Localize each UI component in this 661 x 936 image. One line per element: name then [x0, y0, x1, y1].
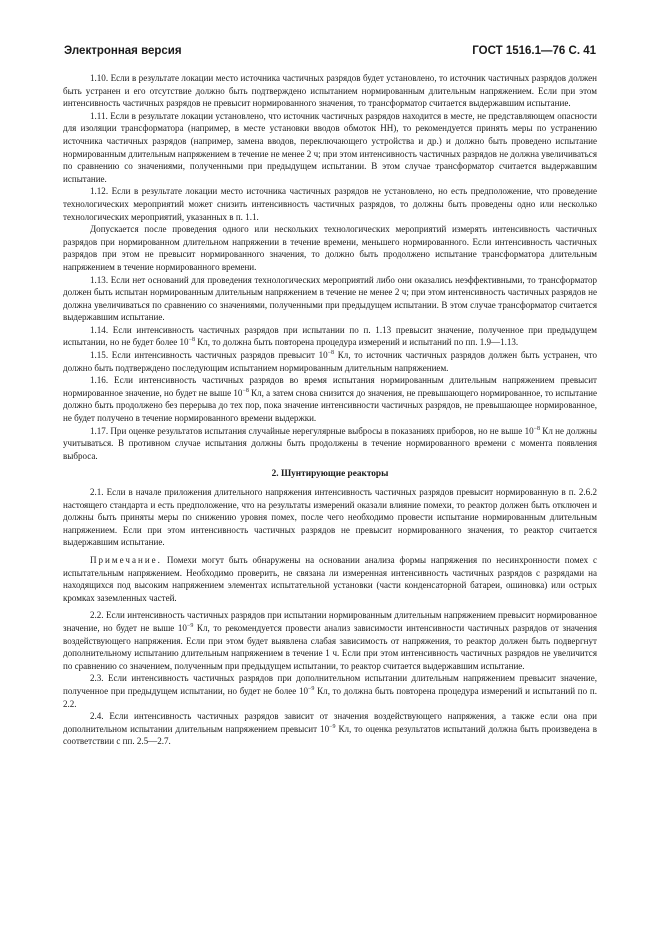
paragraph-1-17-text-a: 1.17. При оценке результатов испытания случайные нерегулярные выбросы в показаниях приборов, но не выше 10 [90, 425, 534, 436]
exponent: −8 [533, 425, 541, 432]
exponent: −8 [242, 387, 249, 394]
exponent: −8 [327, 350, 335, 357]
paragraph-2-3 [63, 672, 597, 710]
paragraph-1-14 [63, 324, 597, 349]
paragraph-1-15 [63, 349, 597, 374]
note-text: Помехи могут быть обнаружены на основании анализа формы напряжения по несинхронности помех с испытательным напряжением. Необходимо проверить, не связана ли измеренная интенсивность частичных разрядов с разрядами на находящихся под высоким напряжением элементах испытательной установки (части конденсаторной батареи, ошиновка) или острых кромках заземленных частей. [63, 554, 597, 603]
paragraph-1-10: 1.10. Если в результате локации место источника частичных разрядов будет установлено, то источник частичных разрядов должен быть устранен и его отсутствие должно быть подтверждено испытанием нормированным длительным напряжением. Если при этом интенсивность частичных разрядов не превысит нормированного значения, то трансформатор считается выдержавшим испытание. [63, 73, 597, 109]
paragraph-1-14-text-a: 1.14. Если интенсивность частичных разрядов при испытании по п. 1.13 превысит значение, полученное при предыдущем испытании, но не будет более 10 [63, 324, 597, 348]
paragraph-2-4-text-a: 2.4. Если интенсивность частичных разрядов зависит от значения воздействующего напряжения, а также если она при дополнительном испытании длительным напряжением превысит 10 [63, 711, 597, 734]
paragraph-1-11: 1.11. Если в результате локации установлено, что источник частичных разрядов находится в месте, не представляющем опасности для изоляции трансформатора (например, в месте установки вводов обмоток НН), то рекомендуется принять меры по устранению источника частичных разрядов (например, замена вводов, переключающего устройства и др.) и должно быть проведено испытание нормированным длительным напряжением в течение не менее 2 ч; при этом интенсивность частичных разрядов не должна увеличиваться по сравнению со значениями, полученными при предыдущем испытании. В этом случае трансформатор считается выдержавшим испытание. [63, 110, 597, 184]
paragraph-2-1: 2.1. Если в начале приложения длительного напряжения интенсивность частичных разрядов превысит нормированную в п. 2.6.2 настоящего стандарта и есть предположение, что на результаты измерений оказали влияние помехи, то реактор должен быть отключен и должны быть приняты меры по снижению уровня помех, после чего необходимо провести испытание нормированным длительным напряжением. Если при этом интенсивность частичных разрядов не превысит нормированного значения, то реактор считается выдержавшим испытание. [63, 487, 597, 548]
paragraph-1-13: 1.13. Если нет оснований для проведения технологических мероприятий либо они оказались неэффективными, то трансформатор должен быть испытан нормированным длительным напряжением в течение не менее 2 ч; при этом интенсивность частичных разрядов не должна увеличиваться по сравнению со значениями, полученными при предыдущем испытании. В этом случае трансформатор считается выдержавшим испытание. [63, 274, 597, 323]
paragraph-1-16 [63, 374, 597, 424]
page-header [64, 45, 596, 61]
note-label: Примечание. [90, 554, 162, 565]
paragraph-2-4 [63, 710, 597, 748]
paragraph-2-3-text-a: 2.3. Если интенсивность частичных разрядов при дополнительном испытании длительным напряжением превысит значение, полученное при предыдущем испытании, но будет не более 10 [63, 673, 597, 696]
paragraph-2-4-text-b: Кл, то оценка результатов испытаний должна быть произведена в соответствии с пп. 2.5—2.7. [63, 723, 598, 747]
paragraph-1-15-text-a: 1.15. Если интенсивность частичных разрядов превысит 10 [90, 350, 328, 361]
header-edition-label: Электронная версия [64, 45, 182, 57]
exponent: −9 [308, 685, 315, 692]
paragraph-2-3-text-b: Кл, то должна быть повторена процедура измерений и испытаний по п. 2.2. [63, 685, 597, 709]
paragraph-2-2 [63, 609, 597, 672]
paragraph-2-2-text-b: Кл, то рекомендуется провести анализ зависимости интенсивности частичных разрядов от значения воздействующего напряжения. Если при этом будет выявлена слабая зависимость от напряжения, то реактор должен быть подвергнут дополнительному испытанию длительным напряжением в течение 1 ч. Если при этом интенсивность частичных разрядов не увеличится по сравнению со значением, полученным при предыдущем испытании, то реактор считается выдержавшим испытание. [63, 622, 597, 671]
paragraph-1-16-text-a: 1.16. Если интенсивность частичных разрядов во время испытания нормированным длительным напряжением превысит нормированное значение, но будет не выше 10 [63, 375, 597, 398]
section-2-title: 2. Шунтирующие реакторы [271, 469, 389, 480]
paragraph-1-15-text-b: Кл, то источник частичных разрядов должен быть устранен, что должно быть подтверждено последующим испытанием нормированным длительным напряжением. [63, 350, 597, 373]
header-standard-page: ГОСТ 1516.1—76 С. 41 [472, 45, 596, 57]
paragraph-1-12: 1.12. Если в результате локации место источника частичных разрядов не установлено, но есть предположение, что проведение технологических мероприятий может снизить интенсивность частичных разрядов, то должны быть проведены одно или несколько технологических мероприятий, указанных в п. 1.1. [63, 186, 597, 222]
note [63, 554, 597, 604]
paragraph-1-14-text-b: Кл, то должна быть повторена процедура измерений и испытаний по пп. 1.9—1.13. [194, 337, 519, 348]
paragraph-1-17 [63, 425, 597, 463]
exponent: −8 [188, 337, 195, 344]
document-body [63, 72, 597, 748]
paragraph-1-12-continued: Допускается после проведения одного или нескольких технологических мероприятий измерять интенсивность частичных разрядов при нормированном длительном напряжении в течение времени, меньшего нормированного. Если интенсивность частичных разрядов при этом не превысит нормированного значения, то должно быть продолжено испытание трансформатора длительным напряжением в течение нормированного времени. [63, 224, 597, 272]
paragraph-1-16-text-b: Кл, а затем снова снизится до значения, не превышающего нормированное, то испытание должно быть продолжено без перерыва до тех пор, пока значение интенсивности частичных разрядов, не превышающее нормированное, не будет получено в течение нормированного времени выдержки. [63, 387, 597, 424]
paragraph-1-17-text-b: Кл не должны учитываться. В противном случае испытания должны быть продолжены в течение нормированного времени с момента появления выброса. [63, 425, 597, 461]
paragraph-2-2-text-a: 2.2. Если интенсивность частичных разрядов при испытании нормированным длительным напряжением превысит нормированное значение, но будет не выше 10 [63, 610, 597, 633]
exponent: −9 [329, 723, 336, 730]
exponent: −9 [186, 622, 194, 629]
